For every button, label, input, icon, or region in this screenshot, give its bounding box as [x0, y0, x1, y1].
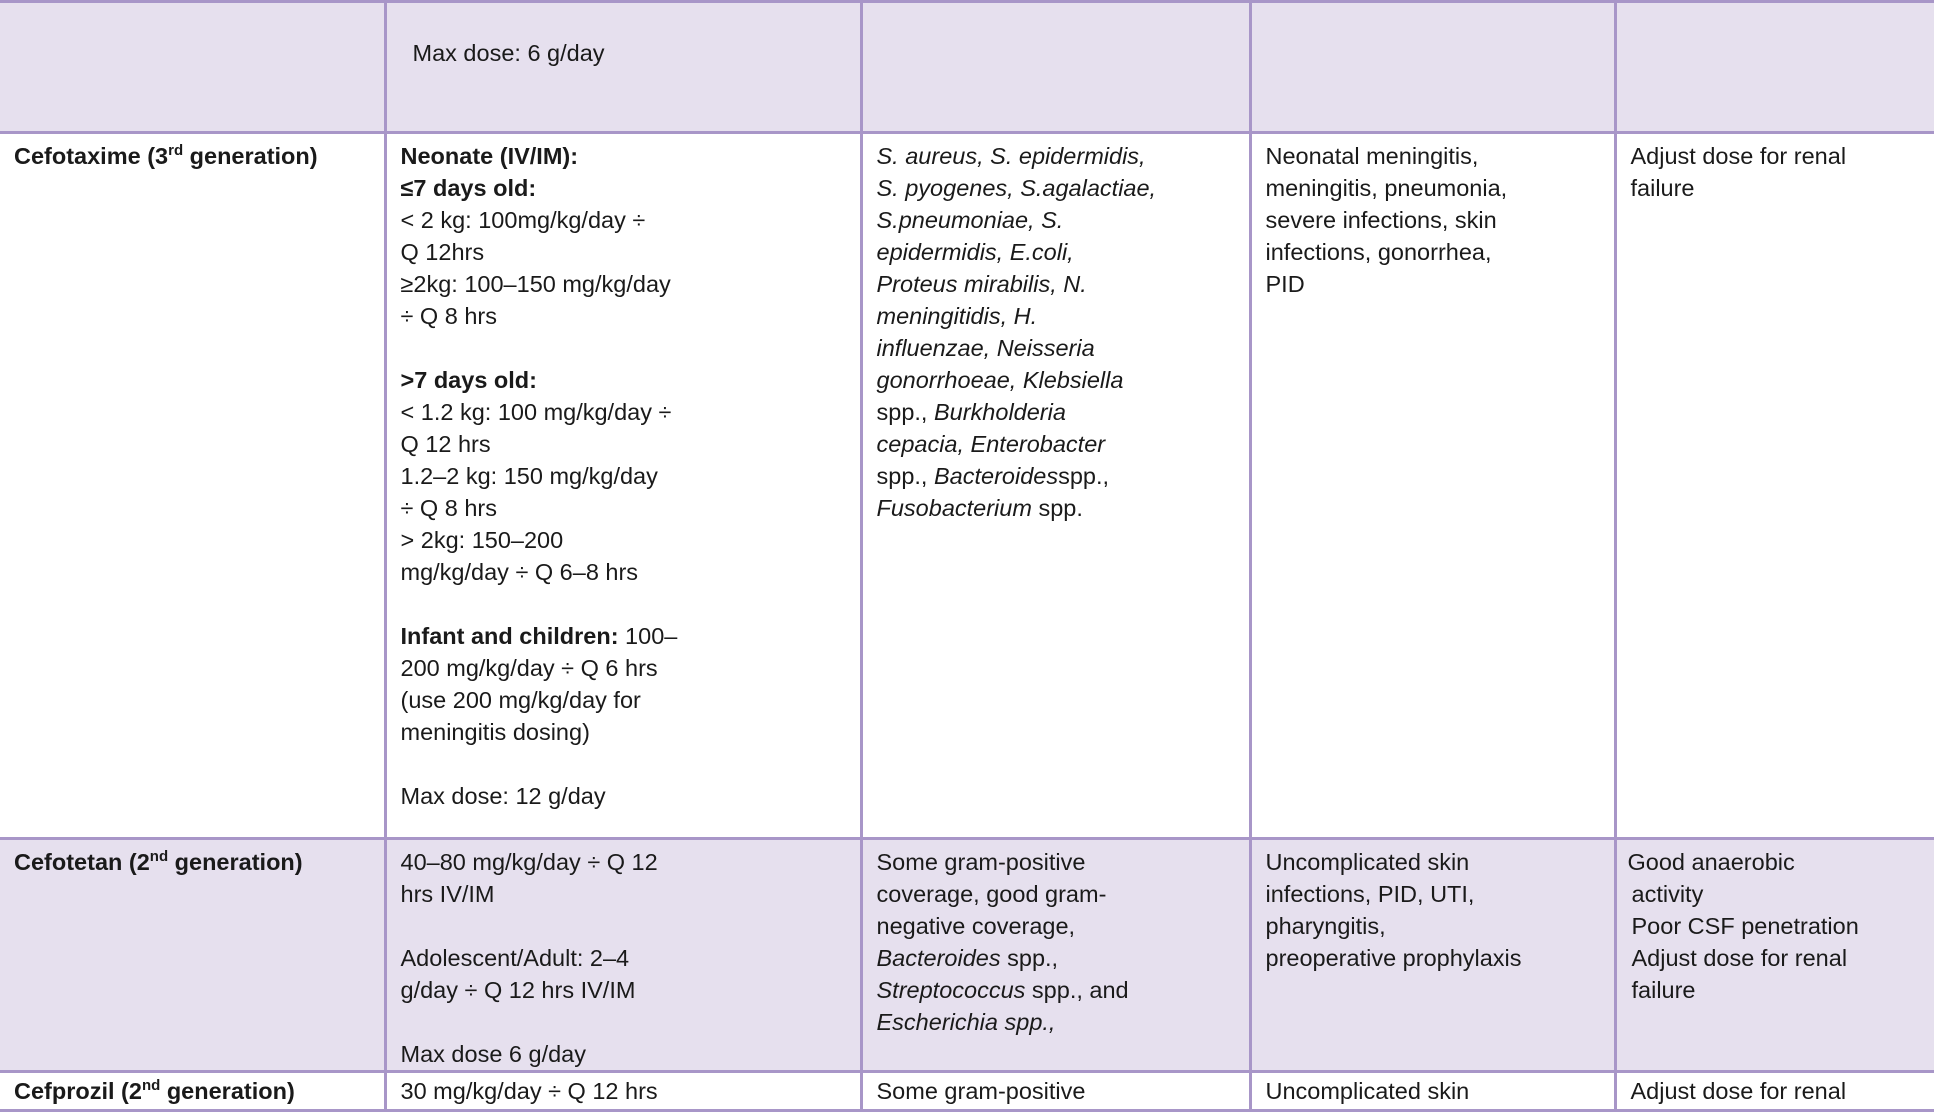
drug-name: Cefotetan (2nd generation) — [14, 848, 303, 875]
indication-line: Uncomplicated skin — [1265, 849, 1470, 875]
drug-cell — [0, 1072, 385, 1111]
table-row — [0, 133, 1934, 839]
dosing-cell — [385, 2, 861, 133]
dosing-line: g/day ÷ Q 12 hrs IV/IM — [400, 977, 636, 1003]
dosing-heading: ≤7 days old: — [400, 175, 537, 201]
note-line: Good anaerobic — [1627, 849, 1795, 875]
dosing-line: (use 200 mg/kg/day for — [400, 687, 641, 713]
dosing-line: 40–80 mg/kg/day ÷ Q 12 — [400, 849, 658, 875]
coverage-line: Proteus mirabilis, N. — [876, 271, 1087, 297]
coverage-line: spp., Burkholderia — [876, 399, 1066, 425]
dosing-line: hrs IV/IM — [400, 881, 495, 907]
coverage-line: spp., Bacteroidesspp., — [876, 463, 1110, 489]
coverage-line: coverage, good gram- — [876, 881, 1107, 907]
dosing-line: Infant and children: 100– — [400, 623, 678, 649]
table-row — [0, 1072, 1934, 1111]
dosing-line: ≥2kg: 100–150 mg/kg/day — [400, 271, 671, 297]
coverage-line: Bacteroides spp., — [876, 945, 1059, 971]
notes-cell — [1615, 2, 1934, 133]
coverage-line: Some gram-positive — [876, 1078, 1086, 1104]
note-line: Adjust dose for renal — [1630, 143, 1847, 169]
coverage-line: Escherichia spp., — [876, 1009, 1056, 1035]
dosing-line: ÷ Q 8 hrs — [400, 495, 497, 521]
note-line: Poor CSF penetration — [1631, 913, 1859, 939]
dosing-cell — [385, 839, 861, 1072]
dosing-line: < 1.2 kg: 100 mg/kg/day ÷ — [400, 399, 672, 425]
indication-line: severe infections, skin — [1265, 207, 1497, 233]
note-line: Adjust dose for renal — [1631, 945, 1848, 971]
drug-cell — [0, 2, 385, 133]
table-row — [0, 839, 1934, 1072]
coverage-line: S.pneumoniae, S. — [876, 207, 1064, 233]
table-row — [0, 2, 1934, 133]
dosing-cell — [385, 1072, 861, 1111]
coverage-line: epidermidis, E.coli, — [876, 239, 1074, 265]
dosing-heading: >7 days old: — [400, 367, 537, 393]
notes-cell — [1615, 1072, 1934, 1111]
drug-cell — [0, 839, 385, 1072]
coverage-cell — [861, 839, 1250, 1072]
dosing-line: meningitis dosing) — [400, 719, 590, 745]
note-line: failure — [1631, 977, 1696, 1003]
indication-line: PID — [1265, 271, 1305, 297]
note-line: failure — [1630, 175, 1695, 201]
coverage-line: meningitidis, H. — [876, 303, 1038, 329]
dosing-line: mg/kg/day ÷ Q 6–8 hrs — [400, 559, 639, 585]
coverage-line: cepacia, Enterobacter — [876, 431, 1106, 457]
dosing-line: Max dose 6 g/day — [400, 1041, 586, 1067]
notes-cell — [1615, 133, 1934, 839]
note-line: Adjust dose for renal — [1630, 1078, 1847, 1104]
indications-cell — [1250, 839, 1615, 1072]
dosing-line: Adolescent/Adult: 2–4 — [400, 945, 630, 971]
coverage-line: S. aureus, S. epidermidis, — [876, 143, 1146, 169]
dosing-line: Q 12hrs — [400, 239, 485, 265]
coverage-line: Some gram-positive — [876, 849, 1086, 875]
indication-line: Uncomplicated skin — [1265, 1078, 1470, 1104]
drug-name: Cefotaxime (3rd generation) — [14, 142, 318, 169]
dosing-heading: Neonate (IV/IM): — [400, 143, 579, 169]
coverage-cell — [861, 133, 1250, 839]
dosing-line: 1.2–2 kg: 150 mg/kg/day — [400, 463, 658, 489]
coverage-line: Fusobacterium spp. — [876, 495, 1083, 521]
coverage-line: S. pyogenes, S.agalactiae, — [876, 175, 1157, 201]
coverage-line: gonorrhoeae, Klebsiella — [876, 367, 1124, 393]
coverage-cell — [861, 2, 1250, 133]
indication-line: preoperative prophylaxis — [1265, 945, 1522, 971]
coverage-line: negative coverage, — [876, 913, 1076, 939]
indication-line: infections, gonorrhea, — [1265, 239, 1492, 265]
notes-cell — [1615, 839, 1934, 1072]
dosing-line: ÷ Q 8 hrs — [400, 303, 497, 329]
dosing-line: < 2 kg: 100mg/kg/day ÷ — [400, 207, 646, 233]
indications-cell — [1250, 1072, 1615, 1111]
dosing-line: Max dose: 6 g/day — [412, 40, 605, 66]
coverage-line: Streptococcus spp., and — [876, 977, 1129, 1003]
dosing-line: 30 mg/kg/day ÷ Q 12 hrs — [400, 1078, 658, 1104]
indication-line: Neonatal meningitis, — [1265, 143, 1479, 169]
indications-cell — [1250, 133, 1615, 839]
dosing-line: Q 12 hrs — [400, 431, 491, 457]
indication-line: pharyngitis, — [1265, 913, 1386, 939]
dosing-line: > 2kg: 150–200 — [400, 527, 564, 553]
indication-line: infections, PID, UTI, — [1265, 881, 1475, 907]
dosing-line: 200 mg/kg/day ÷ Q 6 hrs — [400, 655, 658, 681]
note-line: activity — [1631, 881, 1704, 907]
dosing-line: Max dose: 12 g/day — [400, 783, 606, 809]
drug-cell — [0, 133, 385, 839]
dosing-cell — [385, 133, 861, 839]
indications-cell — [1250, 2, 1615, 133]
drug-name: Cefprozil (2nd generation) — [14, 1077, 295, 1104]
coverage-cell — [861, 1072, 1250, 1111]
coverage-line: influenzae, Neisseria — [876, 335, 1095, 361]
indication-line: meningitis, pneumonia, — [1265, 175, 1508, 201]
